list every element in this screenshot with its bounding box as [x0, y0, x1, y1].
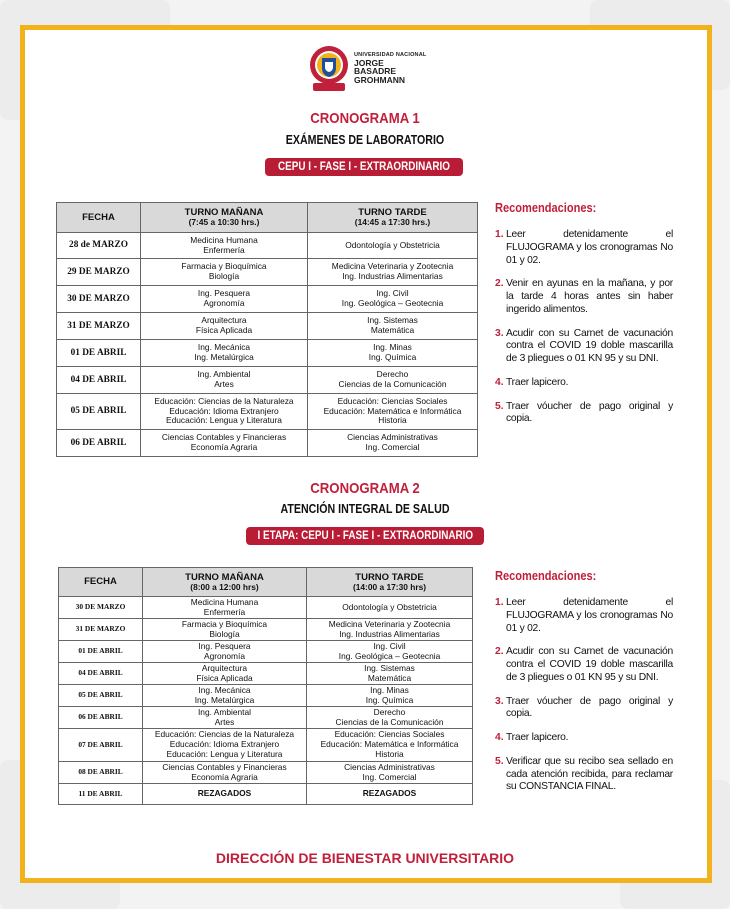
cell-turno-manana	[143, 641, 307, 663]
logo-line-1: UNIVERSIDAD NACIONAL	[354, 51, 427, 58]
cell-turno-tarde	[307, 619, 473, 641]
header-turno-tarde-hours: (14:45 a 17:30 hrs.)	[354, 217, 431, 228]
header-turno-tarde	[307, 568, 473, 597]
cell-line: Historia	[378, 415, 407, 426]
table-row	[59, 597, 473, 619]
cell-line: Arquitectura	[201, 662, 248, 673]
cell-line: Ing. Minas	[370, 684, 409, 695]
cell-fecha: 06 DE ABRIL	[59, 707, 143, 729]
cell-turno-manana	[143, 597, 307, 619]
cell-line: Ing. Metalúrgica	[194, 352, 254, 362]
table-row	[59, 762, 473, 784]
cronograma-1-recommendations-title: Recomendaciones:	[495, 200, 597, 215]
table-row	[57, 286, 478, 313]
cell-line: Economía Agraria	[190, 442, 258, 452]
recommendation-text: Traer lapicero.	[506, 732, 569, 744]
cell-fecha: 01 DE ABRIL	[59, 641, 143, 663]
cell-line: Agronomía	[203, 298, 245, 308]
table-row	[57, 430, 478, 457]
cell-line: Enfermería	[203, 244, 245, 255]
recommendation-text: Traer lapicero.	[506, 376, 569, 388]
cell-line: Ing. Geológica – Geotecnia	[338, 650, 441, 661]
cell-line: Ing. Geológica – Geotecnia	[341, 298, 444, 308]
cronograma-1-pill-label: CEPU I - FASE I - EXTRAORDINARIO	[278, 161, 450, 173]
recommendation-item	[495, 756, 673, 794]
recommendation-text: Traer vóucher de pago original y copia.	[506, 695, 673, 720]
cell-line: Ing. Industrias Alimentarias	[342, 271, 443, 281]
cronograma-2-table	[58, 567, 473, 805]
cell-line: Ing. Industrias Alimentarias	[339, 628, 440, 639]
cell-line: Ing. Mecánica	[198, 684, 251, 695]
recommendation-number: 3.	[495, 327, 504, 339]
cell-line: Artes	[214, 716, 235, 727]
cell-line: Ciencias Contables y Financieras	[162, 761, 287, 772]
recommendation-text: Traer vóucher de pago original y copia.	[506, 400, 673, 425]
header-turno-manana-hours: (8:00 a 12:00 hrs)	[190, 581, 259, 592]
footer-title: DIRECCIÓN DE BIENESTAR UNIVERSITARIO	[215, 850, 515, 866]
table-row	[59, 784, 473, 805]
table-row	[59, 619, 473, 641]
cell-line: Farmacia y Bioquímica	[181, 618, 268, 629]
cell-turno-tarde	[307, 729, 473, 762]
cell-turno-tarde	[307, 784, 473, 805]
header-turno-manana	[143, 568, 307, 597]
table-row	[59, 685, 473, 707]
cell-turno-manana	[141, 430, 308, 457]
cronograma-1-title: CRONOGRAMA 1	[310, 110, 420, 127]
logo-line-2: JORGE BASADRE	[354, 57, 397, 77]
cell-line: Ing. Comercial	[362, 771, 417, 782]
cell-line: Ciencias Administrativas	[344, 761, 435, 772]
cell-line: Educación: Idioma Extranjero	[169, 739, 280, 750]
recommendation-text: Acudir con su Carnet de vacunación contra el COVID 19 doble mascarilla de 3 pliegues o 01 KN 95 y su DNI.	[506, 327, 673, 365]
recommendation-number: 1.	[495, 229, 504, 240]
table-row	[59, 707, 473, 729]
header-turno-tarde-hours: (14:00 a 17:30 hrs)	[352, 581, 427, 592]
table-row	[59, 729, 473, 762]
cell-turno-manana	[141, 233, 308, 259]
cell-turno-manana	[143, 762, 307, 784]
cronograma-1-subtitle: EXÁMENES DE LABORATORIO	[285, 133, 445, 147]
cell-fecha: 08 DE ABRIL	[59, 762, 143, 784]
cronograma-2-recommendations-list	[495, 597, 673, 805]
cell-line: Enfermería	[203, 606, 246, 617]
cell-line: Derecho	[376, 369, 409, 380]
cell-turno-manana	[143, 707, 307, 729]
cell-line: Ing. Minas	[373, 342, 412, 353]
cell-line: Educación: Ciencias de la Naturaleza	[154, 395, 294, 406]
recommendation-item	[495, 328, 673, 366]
cell-line: REZAGADOS	[362, 788, 417, 799]
cell-line: Agronomía	[204, 650, 245, 661]
cell-line: Biología	[208, 271, 240, 281]
cell-line: Ing. Metalúrgica	[194, 694, 255, 705]
cell-fecha: 07 DE ABRIL	[59, 729, 143, 762]
cell-turno-tarde	[307, 597, 473, 619]
cell-fecha: 04 DE ABRIL	[59, 663, 143, 685]
logo-line-3: GROHMANN	[354, 75, 405, 86]
header-turno-manana	[141, 203, 308, 233]
recommendation-item	[495, 732, 673, 745]
cell-turno-tarde	[308, 394, 478, 430]
cell-fecha: 30 DE MARZO	[57, 286, 141, 313]
header-turno-tarde-label: TURNO TARDE	[355, 571, 424, 583]
cell-line: Educación: Ciencias Sociales	[334, 729, 445, 740]
cell-line: Artes	[214, 379, 234, 389]
cell-line: Medicina Veterinaria y Zootecnia	[328, 618, 451, 629]
recommendation-item	[495, 401, 673, 427]
cell-turno-tarde	[308, 286, 478, 313]
table-row	[57, 367, 478, 394]
cell-line: Educación: Matemática e Informática	[320, 739, 459, 750]
cell-line: REZAGADOS	[197, 788, 252, 799]
cell-line: Física Aplicada	[196, 672, 253, 683]
header-turno-manana-label: TURNO MAÑANA	[184, 207, 264, 219]
recommendation-number: 5.	[495, 400, 504, 412]
table-row	[57, 259, 478, 286]
cell-line: Educación: Ciencias de la Naturaleza	[154, 729, 295, 740]
recommendation-item	[495, 278, 673, 316]
cell-line: Odontología y Obstetricia	[342, 601, 437, 612]
cell-turno-manana	[141, 340, 308, 367]
cell-line: Ing. Mecánica	[197, 342, 251, 353]
cronograma-2-recommendations-title: Recomendaciones:	[495, 568, 597, 583]
cell-line: Derecho	[373, 706, 406, 717]
cell-line: Ing. Civil	[373, 640, 406, 651]
cell-turno-tarde	[308, 313, 478, 340]
cell-fecha: 31 DE MARZO	[57, 313, 141, 340]
cell-fecha: 28 de MARZO	[57, 233, 141, 259]
header-fecha: FECHA	[59, 568, 143, 597]
cell-line: Economía Agraria	[191, 771, 258, 782]
recommendation-text: Venir en ayunas en la mañana, y por la tarde 4 horas antes sin haber ingerido alimentos.	[506, 278, 673, 315]
cell-line: Educación: Idioma Extranjero	[169, 405, 279, 416]
cell-fecha: 04 DE ABRIL	[57, 367, 141, 394]
recommendation-number: 1.	[495, 597, 504, 608]
recommendation-text: Leer detenidamente el FLUJOGRAMA y los cronogramas No 01 y 02.	[506, 229, 673, 266]
cell-turno-tarde	[308, 259, 478, 286]
recommendation-item	[495, 229, 673, 267]
cell-turno-tarde	[307, 707, 473, 729]
cell-fecha: 31 DE MARZO	[59, 619, 143, 641]
cell-fecha: 11 DE ABRIL	[59, 784, 143, 805]
cell-line: Odontología y Obstetricia	[345, 239, 440, 250]
cronograma-2-title: CRONOGRAMA 2	[310, 480, 420, 497]
cell-line: Educación: Lengua y Literatura	[166, 415, 282, 426]
recommendation-number: 3.	[495, 695, 504, 707]
table-row	[57, 313, 478, 340]
recommendation-number: 2.	[495, 278, 504, 290]
cell-line: Biología	[209, 628, 240, 639]
cronograma-2-pill-label: I ETAPA: CEPU I - FASE I - EXTRAORDINARIO	[257, 530, 473, 542]
recommendation-text: Acudir con su Carnet de vacunación contra el COVID 19 doble mascarilla de 3 pliegues o 01 KN 95 y su DNI.	[506, 646, 673, 683]
cell-line: Medicina Veterinaria y Zootecnia	[331, 261, 454, 272]
cell-turno-manana	[143, 685, 307, 707]
cell-turno-tarde	[308, 367, 478, 394]
cell-line: Ing. Civil	[376, 288, 409, 299]
recommendation-text: Verificar que su recibo sea sellado en cada atención recibida, para reclamar su CONSTANCIA FINAL.	[506, 755, 673, 793]
cell-line: Educación: Ciencias Sociales	[337, 395, 448, 406]
header-turno-manana-label: TURNO MAÑANA	[185, 571, 264, 583]
cell-line: Farmacia y Bioquímica	[181, 261, 267, 272]
cell-line: Educación: Matemática e Informática	[323, 405, 462, 416]
recommendation-number: 4.	[495, 732, 504, 744]
cell-line: Matemática	[367, 672, 412, 683]
cell-turno-tarde	[307, 641, 473, 663]
cell-line: Matemática	[370, 325, 415, 335]
cell-line: Ing. Sistemas	[364, 662, 415, 673]
recommendation-item	[495, 597, 673, 635]
table-row	[57, 394, 478, 430]
cell-turno-manana	[141, 259, 308, 286]
header-turno-tarde	[308, 203, 478, 233]
cell-line: Ing. Ambiental	[197, 706, 252, 717]
table-header-row	[59, 568, 473, 597]
cell-fecha: 05 DE ABRIL	[57, 394, 141, 430]
cell-line: Ciencias Administrativas	[347, 432, 438, 443]
cell-turno-manana	[143, 619, 307, 641]
cell-turno-manana	[141, 367, 308, 394]
header-fecha: FECHA	[57, 203, 141, 233]
cell-fecha: 06 DE ABRIL	[57, 430, 141, 457]
table-row	[59, 641, 473, 663]
cell-line: Ing. Pesquera	[198, 640, 251, 651]
cell-turno-manana	[143, 663, 307, 685]
cell-line: Arquitectura	[201, 315, 247, 326]
cronograma-2-pill	[246, 527, 484, 545]
recommendation-item	[495, 377, 673, 390]
cell-turno-manana	[141, 394, 308, 430]
recommendation-number: 2.	[495, 646, 504, 658]
cell-line: Educación: Lengua y Literatura	[166, 748, 283, 759]
cell-turno-tarde	[308, 430, 478, 457]
cell-turno-manana	[143, 784, 307, 805]
table-header-row	[57, 203, 478, 233]
cronograma-1-recommendations-list	[495, 229, 673, 437]
cell-line: Física Aplicada	[195, 325, 253, 335]
cell-turno-tarde	[308, 233, 478, 259]
table-row	[57, 233, 478, 259]
university-logo	[308, 42, 428, 96]
cell-fecha: 30 DE MARZO	[59, 597, 143, 619]
cell-line: Ing. Pesquera	[197, 288, 251, 299]
cell-line: Medicina Humana	[190, 596, 259, 607]
header-turno-manana-hours: (7:45 a 10:30 hrs.)	[188, 217, 260, 228]
cronograma-1-table	[56, 202, 478, 457]
cell-line: Ing. Sistemas	[367, 315, 418, 326]
cell-turno-manana	[141, 286, 308, 313]
cell-turno-tarde	[308, 340, 478, 367]
recommendation-number: 4.	[495, 376, 504, 388]
cell-fecha: 05 DE ABRIL	[59, 685, 143, 707]
cell-line: Ciencias de la Comunicación	[338, 379, 447, 389]
cell-turno-manana	[143, 729, 307, 762]
recommendation-item	[495, 646, 673, 684]
recommendation-number: 5.	[495, 755, 504, 767]
cell-fecha: 01 DE ABRIL	[57, 340, 141, 367]
cell-line: Historia	[375, 748, 404, 759]
cell-turno-tarde	[307, 685, 473, 707]
cell-line: Ciencias Contables y Financieras	[161, 432, 287, 443]
cronograma-2-subtitle: ATENCIÓN INTEGRAL DE SALUD	[280, 502, 450, 516]
cell-line: Ing. Comercial	[365, 442, 420, 452]
cell-turno-tarde	[307, 762, 473, 784]
cell-turno-manana	[141, 313, 308, 340]
cell-fecha: 29 DE MARZO	[57, 259, 141, 286]
table-row	[57, 340, 478, 367]
university-seal-icon	[308, 43, 350, 95]
cell-turno-tarde	[307, 663, 473, 685]
table-row	[59, 663, 473, 685]
cell-line: Ing. Química	[365, 694, 414, 705]
recommendation-item	[495, 696, 673, 722]
cell-line: Ciencias de la Comunicación	[335, 716, 444, 727]
recommendation-text: Leer detenidamente el FLUJOGRAMA y los cronogramas No 01 y 02.	[506, 597, 673, 634]
cell-line: Ing. Química	[368, 352, 417, 362]
cell-line: Medicina Humana	[190, 234, 258, 245]
cronograma-1-pill	[265, 158, 463, 176]
cell-line: Ing. Ambiental	[197, 369, 251, 380]
header-turno-tarde-label: TURNO TARDE	[358, 207, 427, 219]
